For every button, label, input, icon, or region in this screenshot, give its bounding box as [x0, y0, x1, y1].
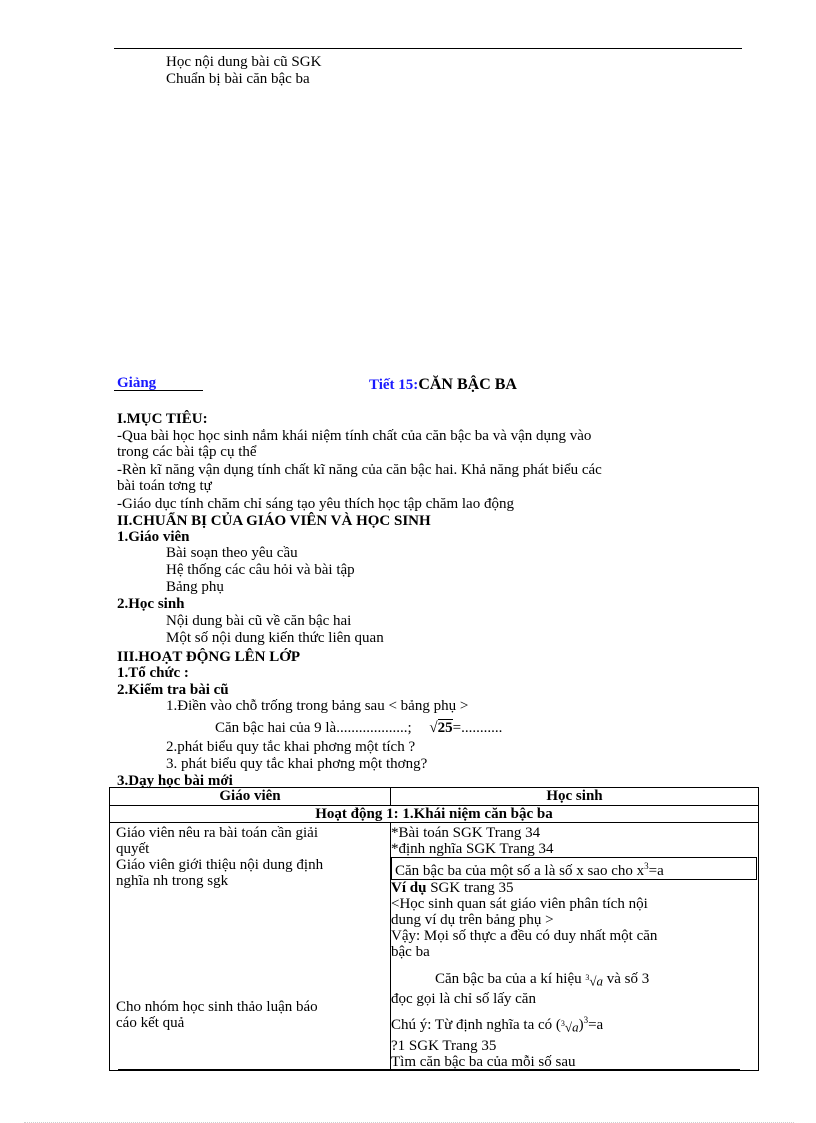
note-text: Chú ý: Từ định nghĩa ta có ( — [391, 1017, 561, 1034]
notation-text: Căn bậc ba của a kí hiệu — [435, 971, 582, 988]
muc-tieu-heading — [117, 411, 208, 428]
giao-vien-title: Giáo viên — [128, 529, 190, 545]
hs-line-2: *định nghĩa SGK Trang 34 — [391, 841, 554, 857]
muc-tieu-line-4: bài toán tơng tự — [117, 478, 212, 494]
muc-tieu-line-2: trong các bài tập cụ thể — [117, 444, 257, 460]
lesson-title: CĂN BẬC BA — [418, 376, 517, 393]
col-header-giao-vien: Giáo viên — [110, 788, 391, 806]
table-header-row — [110, 788, 759, 806]
question-1-sgk: ?1 SGK Trang 35 — [391, 1037, 497, 1054]
gv-line-6: cáo kết quả — [116, 1015, 185, 1031]
col-header-hoc-sinh: Học sinh — [391, 788, 759, 806]
notation-read-line: đọc gọi là chỉ số lấy căn — [391, 991, 536, 1008]
question-1: 1.Điền vào chỗ trống trong bảng sau < bảng phụ > — [166, 698, 469, 714]
notation-text-b: và số 3 — [603, 971, 650, 988]
definition-text: Căn bậc ba của một số a là số x sao cho x — [395, 863, 645, 879]
hoat-dong-num: III. — [117, 649, 139, 665]
definition-end: =a — [648, 863, 664, 879]
lesson-number: Tiết 15: — [369, 377, 419, 393]
hs-line-5: <Học sinh quan sát giáo viên phân tích nội — [391, 896, 648, 912]
giang-underline — [114, 390, 203, 391]
hs-line-6: dung ví dụ trên bảng phụ > — [391, 912, 554, 928]
gv-line-1: Giáo viên nêu ra bài toán cần giải — [116, 825, 319, 841]
muc-tieu-line-3: -Rèn kĩ năng vận dụng tính chất kĩ năng của căn bậc hai. Khả năng phát biểu các — [117, 462, 602, 478]
kiem-tra-heading: 2.Kiểm tra bài cũ — [117, 682, 229, 698]
note-end: =a — [588, 1017, 604, 1034]
note-line — [391, 1012, 758, 1035]
question-2: 2.phát biểu quy tắc khai phơng một tích ? — [166, 739, 416, 755]
gv-line-3: Giáo viên giới thiệu nội dung định — [116, 857, 324, 873]
hs-item-2: Một số nội dung kiến thức liên quan — [166, 630, 384, 646]
to-chuc-num: 1. — [117, 665, 129, 681]
lesson-table — [109, 787, 759, 1071]
hs-line-8: bậc ba — [391, 944, 430, 960]
muc-tieu-line-5: -Giáo dục tính chăm chỉ sáng tạo yêu thích học tập chăm lao động — [117, 496, 514, 512]
definition-box — [391, 857, 757, 880]
note-cube-root-icon: $^3$√a — [560, 1019, 579, 1035]
table-activity-row — [110, 806, 759, 823]
muc-tieu-title: MỤC TIÊU: — [126, 411, 208, 427]
example-label: Ví dụ — [391, 880, 427, 896]
top-line-2: Chuẩn bị bài căn bậc ba — [166, 71, 310, 87]
cube-root-icon: $^3$√a — [585, 973, 603, 989]
activity-title: Hoạt động 1: 1.Khái niệm căn bậc ba — [110, 806, 759, 823]
bottom-rule — [118, 1069, 740, 1070]
hs-last-line: Tìm căn bậc ba của mỗi số sau — [391, 1053, 576, 1070]
sqrt-result: =........... — [452, 720, 503, 736]
question-3: 3. phát biểu quy tắc khai phơng một thơng? — [166, 756, 428, 772]
example-line — [391, 880, 758, 896]
hoat-dong-title: HOẠT ĐỘNG LÊN LỚP — [138, 649, 301, 665]
hoc-sinh-heading: 2.Học sinh — [117, 596, 185, 612]
hoat-dong-heading — [117, 649, 300, 666]
example-text: SGK trang 35 — [426, 880, 514, 896]
q1-expr-text: Căn bậc hai của 9 là...................; — [215, 720, 412, 736]
giao-vien-heading — [117, 529, 190, 546]
hs-cell — [391, 823, 759, 1071]
gv-item-1: Bài soạn theo yêu cầu — [166, 545, 298, 561]
hs-line-1: *Bài toán SGK Trang 34 — [391, 825, 541, 841]
to-chuc-title: Tổ chức : — [128, 665, 189, 681]
gv-line-5: Cho nhóm học sinh thảo luận báo — [116, 999, 318, 1015]
sqrt-icon: √ — [429, 720, 438, 736]
lesson-heading — [369, 376, 517, 394]
top-rule — [114, 48, 742, 49]
giao-vien-num: 1. — [117, 529, 129, 545]
gv-line-2: quyết — [116, 841, 150, 857]
note-exponent: 3 — [583, 1015, 589, 1026]
gv-item-2: Hệ thống các câu hỏi và bài tập — [166, 562, 355, 578]
sqrt-expression — [429, 720, 502, 736]
chuan-bi-heading: II.CHUẨN BỊ CỦA GIÁO VIÊN VÀ HỌC SINH — [117, 513, 431, 529]
definition-exponent: 3 — [644, 861, 649, 871]
giang-label: Giảng — [117, 375, 157, 391]
table-content-row — [110, 823, 759, 1071]
hs-line-7: Vậy: Mọi số thực a đều có duy nhất một căn — [391, 928, 658, 944]
gv-item-3: Bảng phụ — [166, 579, 224, 595]
cube-root-notation-line — [391, 970, 758, 989]
question-1-expression — [215, 720, 502, 737]
to-chuc-heading — [117, 665, 189, 682]
gv-line-4: nghĩa nh trong sgk — [116, 873, 229, 889]
day-hoc-heading: 3.Dạy học bài mới — [117, 773, 233, 789]
top-line-1: Học nội dung bài cũ SGK — [166, 54, 322, 70]
hs-item-1: Nội dung bài cũ về căn bậc hai — [166, 613, 352, 629]
muc-tieu-line-1: -Qua bài học học sinh nắm khái niệm tính chất của căn bậc ba và vận dụng vào — [117, 428, 592, 444]
gv-cell — [110, 823, 391, 1071]
sqrt-radicand: 25 — [437, 720, 453, 736]
muc-tieu-num: I. — [117, 411, 127, 427]
note-close: ) — [578, 1017, 584, 1034]
